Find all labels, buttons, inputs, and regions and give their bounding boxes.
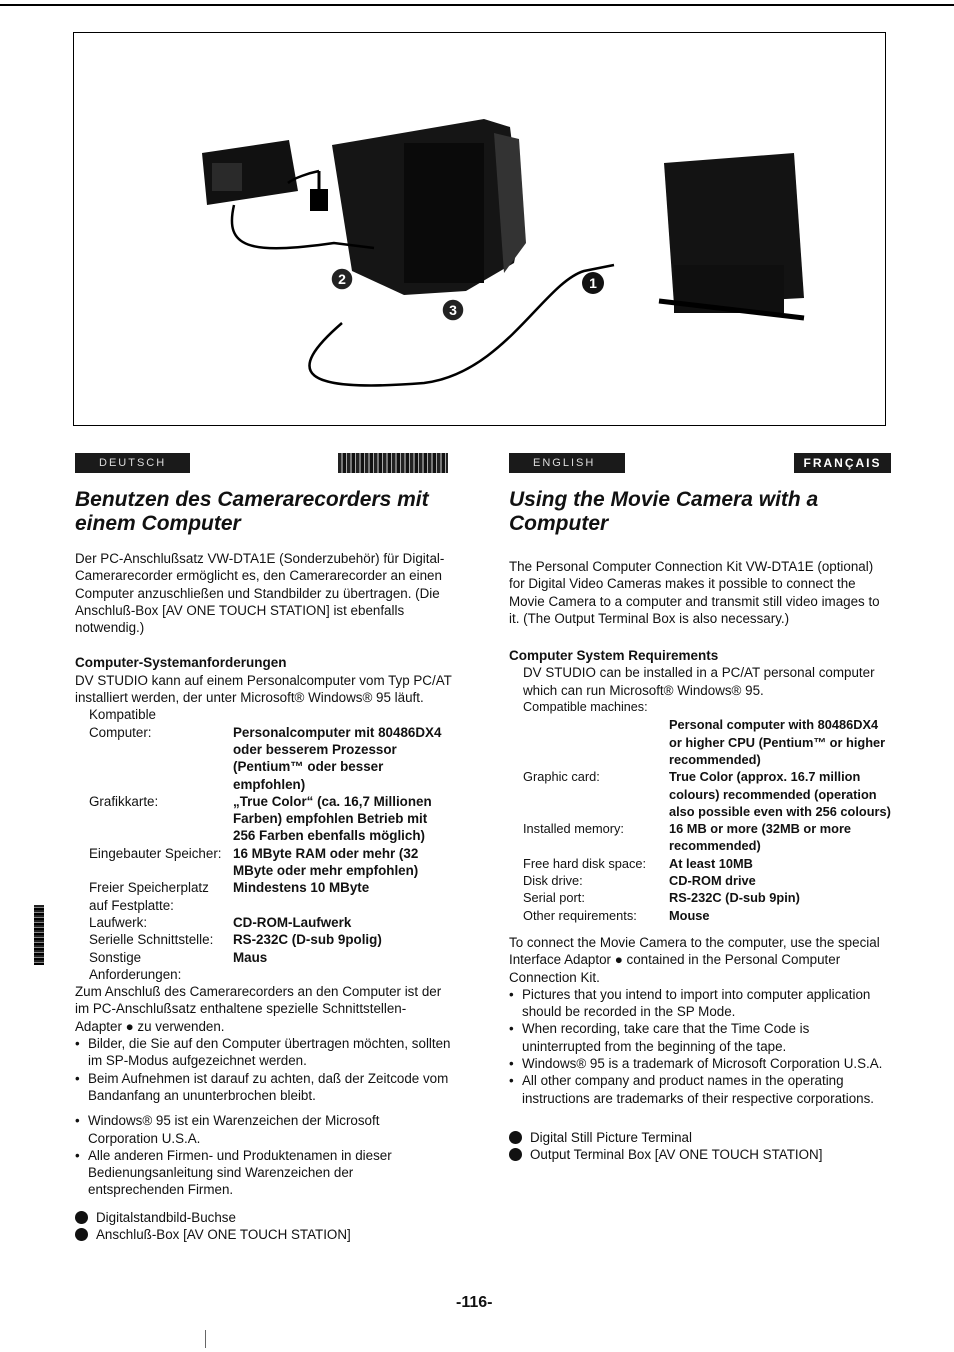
spec-label: Serielle Schnittstelle: xyxy=(89,932,214,948)
list-item: • Pictures that you intend to import into computer application should be recorded in the SP Mode. xyxy=(509,986,891,1021)
spec-value: „True Color“ (ca. 16,7 Millionen Farben) empfohlen Betrieb mit 256 Farben ebenfalls möglich) xyxy=(233,793,432,844)
spec-label: Eingebauter Speicher: xyxy=(89,845,222,861)
spec-value: Personal computer with 80486DX4 or higher CPU (Pentium™ or higher recommended) xyxy=(669,717,886,767)
english-column xyxy=(509,488,891,1164)
top-rule xyxy=(0,4,954,6)
english-intro: The Personal Computer Connection Kit VW-DTA1E (optional) for Digital Video Cameras makes it possible to connect the Movie Camera to a computer and transmit still video images to it. (The Output Terminal Box is also necessary.) xyxy=(509,559,880,626)
english-connect-text: To connect the Movie Camera to the computer, use the special Interface Adaptor ● contained in the Personal Computer Connection Kit. xyxy=(509,934,880,985)
english-trademarks xyxy=(509,1055,891,1107)
list-item: • Windows® 95 is a trademark of Microsoft Corporation U.S.A. xyxy=(509,1055,891,1072)
german-legend xyxy=(75,1209,453,1244)
spec-value: RS-232C (D-sub 9pin) xyxy=(669,890,800,906)
spec-value: Mouse xyxy=(669,907,710,923)
legend-item xyxy=(75,1226,453,1243)
spec-value: Maus xyxy=(233,949,268,965)
spec-label: Installed memory: xyxy=(523,821,624,837)
callout-bullet-icon xyxy=(509,1148,522,1161)
spec-label: Free hard disk space: xyxy=(523,855,647,871)
list-item: • Bilder, die Sie auf den Computer übertragen möchten, sollten im SP-Modus aufgezeichnet werden. xyxy=(75,1035,453,1070)
page-number: -116- xyxy=(456,1294,493,1311)
german-trademarks xyxy=(75,1112,453,1198)
spec-value: True Color (approx. 16.7 million colours) recommended (operation also possible even with 256 colours) xyxy=(669,769,891,819)
german-system-text: DV STUDIO kann auf einem Personalcomputer vom Typ PC/AT installiert werden, der unter Microsoft® Windows® 95 läuft. xyxy=(75,672,452,706)
spec-label: Serial port: xyxy=(523,890,585,906)
spec-value: 16 MByte RAM oder mehr (32 MByte oder mehr empfohlen) xyxy=(233,845,419,879)
legend-text: Digitalstandbild-Buchse xyxy=(96,1209,236,1225)
spec-label: Grafikkarte: xyxy=(89,793,159,809)
callout-2 xyxy=(331,268,353,290)
callout-bullet-icon xyxy=(75,1228,88,1241)
german-title: Benutzen des Camerarecorders mit einem Computer xyxy=(75,488,429,535)
svg-text:2: 2 xyxy=(338,271,346,287)
spec-label: Freier Speicherplatz auf Festplatte: xyxy=(89,880,209,913)
callout-bullet-icon xyxy=(75,1211,88,1224)
german-spec-table xyxy=(75,724,453,983)
scan-line-mark xyxy=(205,1330,206,1348)
camera-computer-diagram xyxy=(74,33,887,427)
spec-label: Disk drive: xyxy=(523,873,583,889)
english-legend xyxy=(509,1129,891,1164)
german-connect-text: Zum Anschluß des Camerarecorders an den Computer ist der im PC-Anschlußsatz enthaltene spezielle Schnittstellen-Adapter ● zu verwenden. xyxy=(75,984,442,1034)
language-tab-deutsch: DEUTSCH xyxy=(75,453,190,473)
legend-item xyxy=(509,1129,891,1146)
spec-value: RS-232C (D-sub 9polig) xyxy=(233,932,382,948)
english-system-text: DV STUDIO can be installed in a PC/AT personal computer which can run Microsoft® Windows® 95. xyxy=(523,665,875,698)
language-tab-english: ENGLISH xyxy=(509,453,625,473)
spec-value: Personalcomputer mit 80486DX4 oder besserem Prozessor (Pentium™ oder besser empfohlen) xyxy=(233,724,442,792)
spec-label xyxy=(523,716,663,768)
spec-value: CD-ROM drive xyxy=(669,873,756,889)
english-notes xyxy=(509,986,891,1055)
spec-value: 16 MB or more (32MB or more recommended) xyxy=(669,821,852,854)
spec-value: CD-ROM-Laufwerk xyxy=(233,914,352,930)
spec-value: At least 10MB xyxy=(669,855,753,871)
legend-text: Digital Still Picture Terminal xyxy=(530,1129,692,1145)
english-title: Using the Movie Camera with a Computer xyxy=(509,488,819,535)
legend-text: Anschluß-Box [AV ONE TOUCH STATION] xyxy=(96,1226,351,1242)
spec-label: Graphic card: xyxy=(523,769,600,785)
list-item: • Beim Aufnehmen ist darauf zu achten, daß der Zeitcode vom Bandanfang an ununterbrochen bleibt. xyxy=(75,1070,453,1105)
legend-item xyxy=(75,1209,453,1226)
german-system-heading: Computer-Systemanforderungen xyxy=(75,655,287,671)
spec-label: Computer: xyxy=(89,724,152,740)
svg-text:1: 1 xyxy=(589,275,597,291)
german-column xyxy=(75,488,453,1243)
svg-text:3: 3 xyxy=(449,302,457,318)
german-notes xyxy=(75,1035,453,1104)
spec-value: Mindestens 10 MByte xyxy=(233,880,370,896)
list-item: • All other company and product names in the operating instructions are trademarks of their respective corporations. xyxy=(509,1072,891,1107)
scan-edge-mark xyxy=(34,905,44,965)
list-item: • Alle anderen Firmen- und Produktenamen in dieser Bedienungsanleitung sind Warenzeichen der entsprechenden Firmen. xyxy=(75,1147,453,1199)
legend-text: Output Terminal Box [AV ONE TOUCH STATION] xyxy=(530,1147,823,1163)
spec-label: Other requirements: xyxy=(523,907,637,923)
spec-label: Laufwerk: xyxy=(89,914,148,930)
callout-1 xyxy=(582,272,604,294)
callout-3 xyxy=(442,299,464,321)
german-spec-intro: Kompatible xyxy=(89,707,156,723)
language-tab-francais: FRANÇAIS xyxy=(794,453,891,473)
list-item: • When recording, take care that the Time Code is uninterrupted from the beginning of the tape. xyxy=(509,1020,891,1055)
callout-bullet-icon xyxy=(509,1131,522,1144)
english-spec-table xyxy=(509,716,891,924)
english-system-heading: Computer System Requirements xyxy=(509,648,719,664)
legend-item xyxy=(509,1146,891,1163)
english-spec-intro: Compatible machines: xyxy=(523,700,648,715)
list-item: • Windows® 95 ist ein Warenzeichen der Microsoft Corporation U.S.A. xyxy=(75,1112,453,1147)
scanned-noise-bar xyxy=(338,453,448,473)
connection-illustration xyxy=(73,32,886,426)
spec-label: Sonstige Anforderungen: xyxy=(89,949,182,982)
german-intro: Der PC-Anschlußsatz VW-DTA1E (Sonderzubehör) für Digital-Camerarecorder ermöglicht es, den Camerarecorder an einen Computer anzuschließen und Standbilder zu übertragen. (Die Anschluß-Box [AV ONE TOUCH STATION] ist ebenfalls notwendig.) xyxy=(75,551,445,636)
